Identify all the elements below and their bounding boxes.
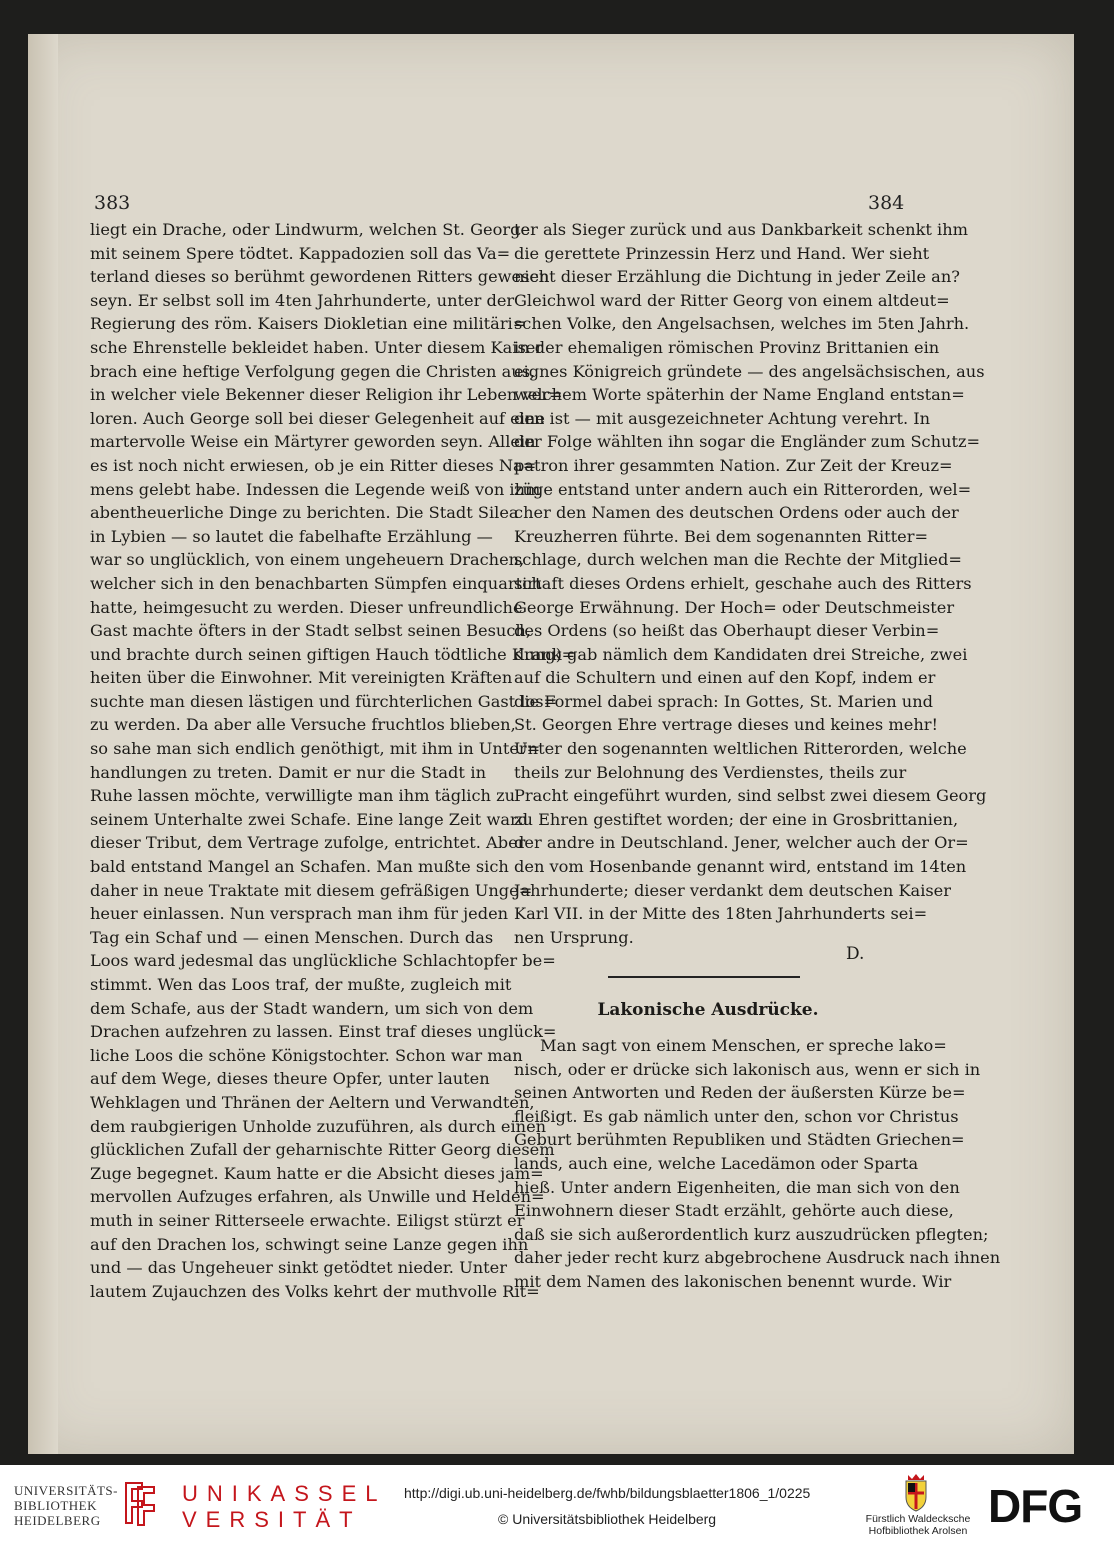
section-divider (608, 976, 800, 978)
text-line: schaft dieses Ordens erhielt, geschahe auch des Ritters (514, 573, 972, 593)
text-line: Ruhe lassen möchte, verwilligte man ihm täglich zu (90, 786, 516, 806)
text-line: und — das Ungeheuer sinkt getödtet nieder. Unter (90, 1258, 507, 1278)
text-line: zu Ehren gestiftet worden; der eine in Grosbrittanien, (514, 809, 959, 829)
text-line: Unter den sogenannten weltlichen Ritterorden, welche (514, 739, 967, 759)
text-line: mit seinem Spere tödtet. Kappadozien soll das Va= (90, 243, 511, 263)
text-line: patron ihrer gesammten Nation. Zur Zeit der Kreuz= (514, 455, 953, 475)
text-line: so sahe man sich endlich genöthigt, mit ihm in Unter= (90, 739, 541, 759)
text-line: Man sagt von einem Menschen, er spreche lako= (540, 1036, 947, 1055)
ub-logo-line: HEIDELBERG (14, 1513, 101, 1528)
text-line: cher den Namen des deutschen Ordens oder auch der (514, 503, 959, 523)
text-line: hieß. Unter andern Eigenheiten, die man sich von den (514, 1177, 960, 1197)
text-line: glücklichen Zufall der geharnischte Ritter Georg diesem (90, 1140, 555, 1160)
text-line: der Folge wählten ihn sogar die Engländer zum Schutz= (514, 432, 981, 452)
text-line: die gerettete Prinzessin Herz und Hand. Wer sieht (514, 243, 930, 263)
text-line: bald entstand Mangel an Schafen. Man mußte sich (90, 857, 509, 877)
dfg-logo[interactable]: DFG (988, 1480, 1083, 1532)
text-line: heiten über die Einwohner. Mit vereinigten Kräften (90, 668, 513, 688)
uni-kassel-logo[interactable] (182, 1481, 387, 1533)
text-line: dung) gab nämlich dem Kandidaten drei Streiche, zwei (514, 644, 968, 664)
text-line: stimmt. Wen das Loos traf, der mußte, zugleich mit (90, 975, 512, 994)
section-title: Lakonische Ausdrücke. (597, 1000, 819, 1020)
text-line: Karl VII. in der Mitte des 18ten Jahrhunderts sei= (514, 904, 928, 924)
text-line: daß sie sich außerordentlich kurz auszudrücken pflegten; (514, 1224, 989, 1244)
page-number-right: 384 (868, 192, 905, 214)
scanned-page (28, 34, 1074, 1454)
text-line: Kreuzherren führte. Bei dem sogenannten Ritter= (514, 526, 929, 546)
text-line: mit dem Namen des lakonischen benennt wurde. Wir (514, 1271, 952, 1291)
text-line: fleißigt. Es gab nämlich unter den, schon vor Christus (514, 1106, 959, 1126)
text-line: muth in seiner Ritterseele erwachte. Eiligst stürzt er (90, 1210, 525, 1230)
text-line: George Erwähnung. Der Hoch= oder Deutschmeister (514, 597, 955, 617)
text-line: dem Schafe, aus der Stadt wandern, um sich von dem (90, 998, 534, 1018)
text-line: loren. Auch George soll bei dieser Gelegenheit auf eine (90, 408, 545, 428)
text-line: theils zur Belohnung des Verdienstes, theils zur (514, 762, 907, 782)
text-line: seyn. Er selbst soll im 4ten Jahrhunderte, unter der (90, 290, 515, 310)
text-line: nisch, oder er drücke sich lakonisch aus, wenn er sich in (514, 1059, 981, 1079)
ub-heidelberg-logo[interactable] (14, 1483, 118, 1528)
text-line: des Ordens (so heißt das Oberhaupt dieser Verbin= (514, 621, 940, 641)
text-line: nen Ursprung. (514, 927, 634, 947)
text-line: die Formel dabei sprach: In Gottes, St. Marien und (514, 691, 933, 711)
article-signature: D. (846, 944, 865, 964)
text-line: Wehklagen und Thränen der Aeltern und Verwandten, (90, 1092, 535, 1112)
text-line: hatte, heimgesucht zu werden. Dieser unfreundliche (90, 597, 523, 617)
text-line: daher in neue Traktate mit diesem gefräßigen Unge= (90, 880, 533, 900)
text-line: zu werden. Da aber alle Versuche fruchtlos blieben, (90, 715, 516, 735)
text-line: seinem Unterhalte zwei Schafe. Eine lange Zeit ward (90, 809, 529, 829)
text-line: war so unglücklich, von einem ungeheuern Drachen, (90, 550, 525, 570)
ub-mark-icon (122, 1479, 158, 1527)
kassel-logo-top: UNIKASSEL (182, 1481, 387, 1506)
text-line: lands, auch eine, welche Lacedämon oder Sparta (514, 1153, 919, 1173)
waldeck-crest-icon (898, 1471, 934, 1513)
text-line: sche Ehrenstelle bekleidet haben. Unter diesem Kaiser (90, 337, 544, 357)
permalink-url[interactable]: http://digi.ub.uni-heidelberg.de/fwhb/bildungsblaetter1806_1/0225 (404, 1485, 811, 1501)
text-line: heuer einlassen. Nun versprach man ihm für jeden (90, 904, 509, 924)
text-line: daher jeder recht kurz abgebrochene Ausdruck nach ihnen (514, 1248, 1001, 1268)
page-edge (28, 34, 58, 1454)
text-line: suchte man diesen lästigen und fürchterlichen Gast los= (90, 691, 558, 711)
text-line: dieser Tribut, dem Vertrage zufolge, entrichtet. Aber (90, 833, 526, 853)
text-line: Tag ein Schaf und — einen Menschen. Durch das (90, 927, 494, 947)
text-line: Loos ward jedesmal das unglückliche Schlachtopfer be= (90, 951, 556, 971)
text-line: in Lybien — so lautet die fabelhafte Erzählung — (90, 526, 493, 546)
text-line: auf den Drachen los, schwingt seine Lanze gegen ihn (90, 1234, 529, 1254)
text-line: seinen Antworten und Reden der äußersten Kürze be= (514, 1083, 966, 1103)
text-line: den vom Hosenbande genannt wird, entstand im 14ten (514, 857, 967, 877)
text-line: Jahrhunderte; dieser verdankt dem deutschen Kaiser (514, 880, 951, 900)
text-line: martervolle Weise ein Märtyrer geworden seyn. Allein (90, 432, 536, 452)
text-line: dem raubgierigen Unholde zuzuführen, als durch einen (90, 1116, 547, 1136)
text-line: mens gelebt habe. Indessen die Legende weiß von ihm (90, 479, 541, 499)
text-line: mervollen Aufzuges erfahren, als Unwille und Helden= (90, 1187, 545, 1207)
text-line: Drachen aufzehren zu lassen. Einst traf dieses unglück= (90, 1022, 557, 1042)
text-line: welcher sich in den benachbarten Sümpfen einquartirt (90, 573, 542, 593)
text-line: Regierung des röm. Kaisers Diokletian eine militäri= (90, 314, 527, 334)
page-number-left: 383 (94, 192, 131, 214)
arolsen-line: Fürstlich Waldecksche (865, 1513, 971, 1525)
arolsen-line: Hofbibliothek Arolsen (868, 1525, 968, 1537)
text-line: abentheuerliche Dinge zu berichten. Die Stadt Silea (90, 503, 519, 523)
text-line: brach eine heftige Verfolgung gegen die Christen aus, (90, 361, 536, 381)
text-line: liche Loos die schöne Königstochter. Schon war man (90, 1045, 523, 1065)
right-column-section-2 (514, 1034, 1001, 1294)
text-line: welchem Worte späterhin der Name England entstan= (514, 385, 965, 405)
text-line: liegt ein Drache, oder Lindwurm, welchen St. George (90, 220, 531, 239)
text-line: Gast machte öfters in der Stadt selbst seinen Besuch, (90, 621, 531, 641)
text-line: züge entstand unter andern auch ein Ritterorden, wel= (514, 479, 972, 499)
text-line: Geburt berühmten Republiken und Städten Griechen= (514, 1130, 965, 1150)
text-line: nicht dieser Erzählung die Dichtung in jeder Zeile an? (514, 267, 960, 287)
ub-logo-line: BIBLIOTHEK (14, 1498, 97, 1513)
text-line: Einwohnern dieser Stadt erzählt, gehörte auch diese, (514, 1201, 954, 1221)
text-line: auf die Schultern und einen auf den Kopf, indem er (514, 668, 936, 688)
text-line: lautem Zujauchzen des Volks kehrt der muthvolle Rit= (90, 1281, 540, 1301)
text-line: eignes Königreich gründete — des angelsächsischen, aus (514, 361, 985, 381)
text-line: terland dieses so berühmt gewordenen Ritters gewesen (90, 267, 550, 287)
text-line: es ist noch nicht erwiesen, ob je ein Ritter dieses Na= (90, 455, 537, 475)
text-line: St. Georgen Ehre vertrage dieses und keines mehr! (514, 715, 938, 735)
copyright-notice: © Universitätsbibliothek Heidelberg (498, 1511, 717, 1527)
text-line: ter als Sieger zurück und aus Dankbarkeit schenkt ihm (514, 220, 968, 239)
text-line: und brachte durch seinen giftigen Hauch tödtliche Krank= (90, 644, 576, 664)
text-line: in der ehemaligen römischen Provinz Brittanien ein (514, 337, 940, 357)
text-line: der andre in Deutschland. Jener, welcher auch der Or= (514, 833, 969, 853)
text-line: schen Volke, den Angelsachsen, welches im 5ten Jahrh. (514, 314, 970, 334)
text-line: den ist — mit ausgezeichneter Achtung verehrt. In (514, 408, 931, 428)
text-line: handlungen zu treten. Damit er nur die Stadt in (90, 762, 486, 782)
text-line: Gleichwol ward der Ritter Georg von einem altdeut= (514, 290, 950, 310)
right-column (514, 218, 987, 949)
arolsen-library-logo[interactable] (858, 1513, 978, 1537)
text-line: auf dem Wege, dieses theure Opfer, unter lauten (90, 1069, 490, 1089)
ub-logo-line: UNIVERSITÄTS- (14, 1483, 118, 1498)
text-line: in welcher viele Bekenner dieser Religion ihr Leben ver= (90, 385, 563, 405)
footer-bar (0, 1465, 1114, 1547)
text-line: Pracht eingeführt wurden, sind selbst zwei diesem Georg (514, 786, 987, 806)
text-line: schlage, durch welchen man die Rechte der Mitglied= (514, 550, 962, 570)
kassel-logo-bottom: VERSITÄT (182, 1507, 362, 1532)
text-line: Zuge begegnet. Kaum hatte er die Absicht dieses jam= (90, 1163, 544, 1183)
